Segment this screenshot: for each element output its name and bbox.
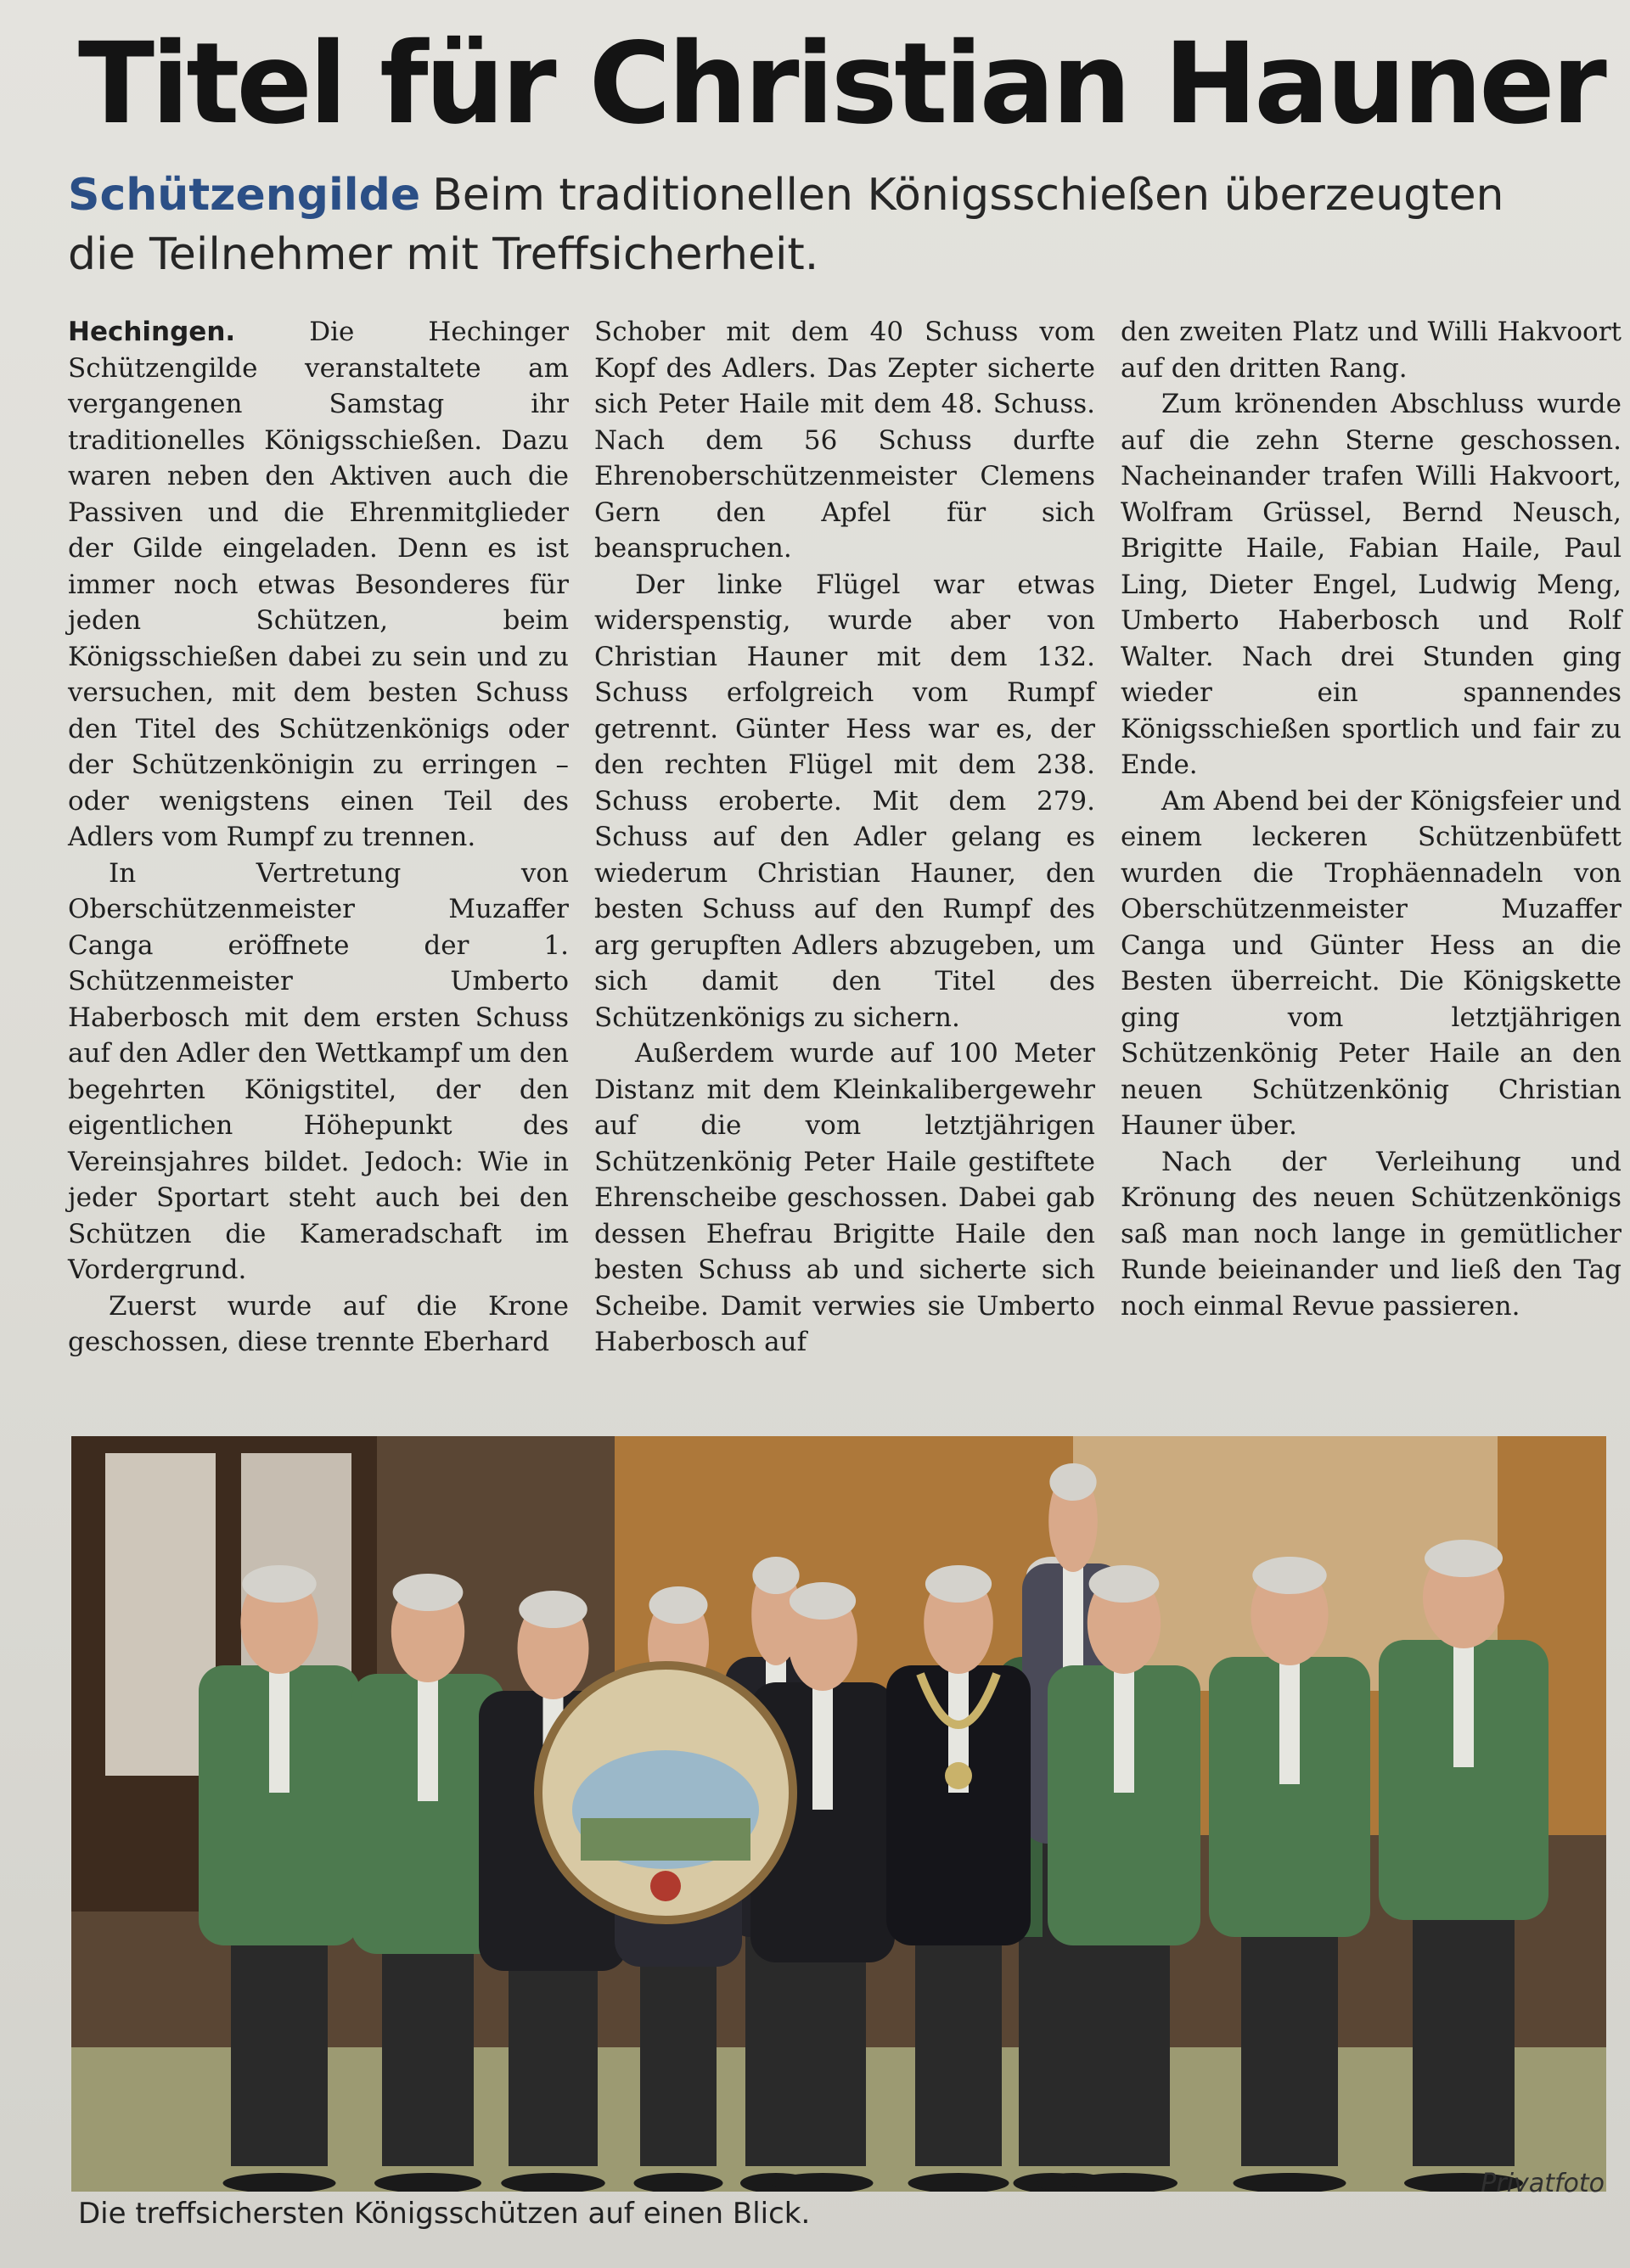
person-hair [519,1591,587,1628]
person-trousers [640,1950,717,2166]
king-chain-medal [945,1762,972,1789]
paragraph [68,314,569,856]
person-hair [242,1565,316,1603]
kicker: Schützengilde [68,170,421,221]
person-trousers [1413,1903,1515,2166]
person-shirt [1279,1657,1300,1784]
person-trousers [231,1928,328,2166]
person-hair [1049,1463,1096,1501]
person-hair [1252,1557,1326,1594]
person-trousers [779,1945,866,2166]
person-shirt [1114,1665,1134,1793]
person-shirt [269,1665,289,1793]
paragraph: Am Abend bei der Königsfeier und einem leckeren Schützenbüfett wurden die Trophäennadeln von Oberschützenmeister Muzaffer Canga und Günter Hess an die Besten überreicht. Die Königskette ging vom letztjährigen Schützenkönig Peter Haile an den neuen Schützenkönig Christian Hauner über. [1121,785,1622,1141]
article-columns [68,314,1622,1409]
person-shirt [812,1682,833,1810]
person-trousers [1241,1920,1338,2166]
paragraph-text: Die Hechinger Schützengilde veranstaltete am vergangenen Samstag ihr traditionelles Königsschießen. Dazu waren neben den Aktiven auch die Passiven und die Ehrenmitglieder der Gilde eingeladen. Denn es ist immer noch etwas Besonderes für jeden Schützen, beim Königsschießen dabei zu sein und zu versuchen, mit dem besten Schuss den Titel des Schützenkönigs oder der Schützenkönigin zu erringen – oder wenigstens einen Teil des Adlers vom Rumpf zu trennen. [68,317,569,852]
group-photo [71,1436,1606,2192]
person-hair [649,1586,708,1624]
column-2 [594,314,1095,1409]
honor-target-emblem [650,1871,681,1901]
photo-caption: Die treffsichersten Königsschützen auf einen Blick. [78,2197,811,2231]
person-trousers [382,1937,474,2166]
person-trousers [915,1928,1002,2166]
person-shirt [1453,1640,1474,1767]
person-hair [925,1565,992,1603]
person-shirt [418,1674,438,1801]
person-trousers [1078,1928,1170,2166]
honor-target-painting-town [581,1818,750,1861]
person-trousers [509,1954,598,2166]
paragraph: Zuerst wurde auf die Krone geschossen, diese trennte Eberhard [68,1290,569,1357]
person-hair [1425,1540,1503,1577]
person-hair [393,1574,464,1611]
paragraph: den zweiten Platz und Willi Hakvoort auf den dritten Rang. [1121,317,1622,384]
column-3 [1121,314,1622,1409]
paragraph: Außerdem wurde auf 100 Meter Distanz mit dem Kleinkalibergewehr auf die vom letztjährigen Schützenkönig Peter Haile gestiftete Ehrenscheibe geschossen. Dabei gab dessen Ehefrau Brigitte Haile den besten Schuss ab und sicherte sich Scheibe. Damit verwies sie Umberto Haberbosch auf [594,1038,1095,1357]
subheadline [68,166,1579,284]
paragraph: Schober mit dem 40 Schuss vom Kopf des Adlers. Das Zepter sicherte sich Peter Haile mit dem 48. Schuss. Nach dem 56 Schuss durfte Ehrenoberschützenmeister Clemens Gern den Apfel für sich beanspruchen. [594,317,1095,564]
column-1 [68,314,569,1409]
paragraph: Der linke Flügel war etwas widerspenstig, wurde aber von Christian Hauner mit dem 132. Schuss erfolgreich vom Rumpf getrennt. Günter Hess war es, der den rechten Flügel mit dem 238. Schuss eroberte. Mit dem 279. Schuss auf den Adler gelang es wiederum Christian Hauner, den besten Schuss auf den Rumpf des arg gerupften Adlers abzugeben, um sich damit den Titel des Schützenkönigs zu sichern. [594,569,1095,1033]
headline: Titel für Christian Hauner [78,19,1604,149]
person-hair [790,1582,856,1620]
person-hair [752,1557,799,1594]
paragraph: Nach der Verleihung und Krönung des neuen Schützenkönigs saß man noch lange in gemütlicher Runde beieinander und ließ den Tag noch einmal Revue passieren. [1121,1146,1622,1322]
photo-credit: Privatfoto [1481,2169,1605,2198]
subheadline-text: Beim traditionellen Königsschießen überzeugten die Teilnehmer mit Treffsicherheit. [68,170,1504,280]
group-photo-illustration [71,1436,1606,2192]
paragraph: In Vertretung von Oberschützenmeister Muzaffer Canga eröffnete der 1. Schützenmeister Umberto Haberbosch mit dem ersten Schuss auf den Adler den Wettkampf um den begehrten Königstitel, der den eigentlichen Höhepunkt des Vereinsjahres bildet. Jedoch: Wie in jeder Sportart steht auch bei den Schützen die Kameradschaft im Vordergrund. [68,857,569,1285]
person-hair [1089,1565,1160,1603]
paragraph: Zum krönenden Abschluss wurde auf die zehn Sterne geschossen. Nacheinander trafen Willi Hakvoort, Wolfram Grüssel, Bernd Neusch, Brigitte Haile, Fabian Haile, Paul Ling, Dieter Engel, Ludwig Meng, Umberto Haberbosch und Rolf Walter. Nach drei Stunden ging wieder ein spannendes Königsschießen sportlich und fair zu Ende. [1121,389,1622,780]
dateline: Hechingen. [68,317,236,347]
